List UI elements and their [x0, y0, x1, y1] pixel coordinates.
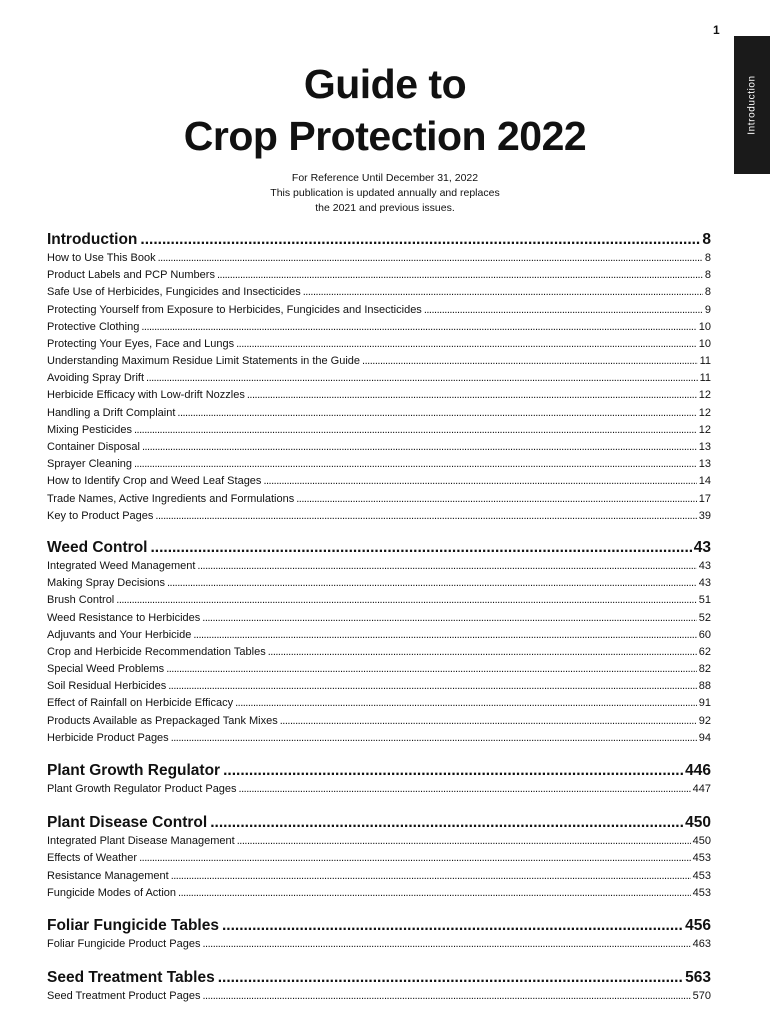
dot-leader [236, 336, 697, 353]
subtitle [0, 171, 770, 216]
dot-leader [193, 627, 696, 644]
toc-entry-page: 10 [698, 320, 711, 333]
dot-leader [134, 456, 697, 473]
toc-entry[interactable] [47, 439, 711, 456]
toc-section-heading[interactable] [47, 915, 711, 936]
toc-entry-label: How to Identify Crop and Weed Leaf Stages [47, 475, 262, 488]
toc-entry-page: 570 [692, 990, 711, 1003]
toc-entry-page: 447 [692, 783, 711, 796]
toc-entry[interactable] [47, 696, 711, 713]
toc-entry-page: 9 [704, 303, 711, 316]
toc-entry[interactable] [47, 473, 711, 490]
toc-entry-page: 453 [692, 869, 711, 882]
toc-entry[interactable] [47, 250, 711, 267]
toc-entry-page: 88 [698, 680, 711, 693]
toc-entry-label: Handling a Drift Complaint [47, 406, 176, 419]
toc-entry[interactable] [47, 988, 711, 1005]
toc-entry-page: 11 [699, 372, 711, 385]
dot-leader [202, 936, 690, 953]
dot-leader [303, 284, 703, 301]
toc-entry-page: 60 [698, 628, 711, 641]
toc-entry-label: Effects of Weather [47, 852, 138, 865]
dot-leader [171, 730, 697, 747]
toc-entry-page: 13 [698, 458, 711, 471]
dot-leader [237, 833, 691, 850]
dot-leader [166, 661, 697, 678]
dot-leader [235, 695, 697, 712]
toc-entry[interactable] [47, 678, 711, 695]
toc-entry-label: Protecting Yourself from Exposure to Herbicides, Fungicides and Insecticides [47, 303, 422, 316]
toc-section-heading[interactable] [47, 967, 711, 988]
toc-section-foliar [47, 915, 711, 953]
dot-leader [197, 558, 696, 575]
dot-leader [263, 473, 696, 490]
toc-entry-page: 14 [698, 475, 711, 488]
toc-entry[interactable] [47, 319, 711, 336]
toc-heading-page: 456 [685, 917, 711, 934]
toc-entry-label: Protective Clothing [47, 320, 140, 333]
dot-leader [134, 422, 697, 439]
toc-entry[interactable] [47, 558, 711, 575]
dot-leader [168, 678, 697, 695]
toc-entry-label: Avoiding Spray Drift [47, 372, 145, 385]
toc-entry-label: Resistance Management [47, 869, 169, 882]
toc-entry-label: Herbicide Product Pages [47, 731, 169, 744]
dot-leader [280, 713, 697, 730]
toc-entry-label: Adjuvants and Your Herbicide [47, 628, 192, 641]
toc-entry[interactable] [47, 885, 711, 902]
toc-heading-label: Plant Disease Control [47, 814, 208, 832]
toc-entry-label: Plant Growth Regulator Product Pages [47, 783, 237, 796]
toc-entry-page: 94 [698, 731, 711, 744]
dot-leader [222, 915, 683, 936]
toc-entry-page: 11 [699, 355, 711, 368]
dot-leader [158, 250, 703, 267]
dot-leader [155, 508, 696, 525]
toc-entry[interactable] [47, 781, 711, 798]
toc-section-weed-control [47, 537, 711, 747]
dot-leader [223, 760, 683, 781]
toc-entry-label: Making Spray Decisions [47, 577, 165, 590]
dot-leader [217, 267, 703, 284]
toc-entry-label: Container Disposal [47, 441, 140, 454]
toc-heading-page: 450 [685, 814, 711, 832]
toc-entry-label: Foliar Fungicide Product Pages [47, 937, 201, 950]
toc-heading-page: 446 [685, 762, 711, 780]
toc-entry-label: Understanding Maximum Residue Limit Statements in the Guide [47, 355, 361, 368]
subtitle-line-2: This publication is updated annually and replaces [270, 187, 500, 199]
page-number: 1 [713, 23, 720, 37]
toc-entry[interactable] [47, 405, 711, 422]
toc-section-plant-disease [47, 812, 711, 902]
toc-entry[interactable] [47, 370, 711, 387]
table-of-contents [47, 229, 711, 1013]
toc-section-heading[interactable] [47, 760, 711, 781]
toc-entry-page: 463 [692, 937, 711, 950]
dot-leader [247, 387, 697, 404]
toc-entry-label: Trade Names, Active Ingredients and Formulations [47, 492, 295, 505]
toc-entry[interactable] [47, 267, 711, 284]
toc-entry-label: Effect of Rainfall on Herbicide Efficacy [47, 697, 234, 710]
toc-heading-label: Introduction [47, 231, 138, 248]
toc-entry[interactable] [47, 868, 711, 885]
toc-entry-page: 51 [698, 594, 711, 607]
toc-entry-label: Sprayer Cleaning [47, 458, 132, 471]
toc-entry-label: Products Available as Prepackaged Tank Mixes [47, 714, 278, 727]
dot-leader [178, 885, 691, 902]
toc-entry-label: Soil Residual Herbicides [47, 680, 167, 693]
toc-entry[interactable] [47, 284, 711, 301]
toc-entry[interactable] [47, 302, 711, 319]
toc-entry-page: 13 [698, 441, 711, 454]
toc-entry-page: 82 [698, 663, 711, 676]
toc-entry[interactable] [47, 491, 711, 508]
toc-entry-page: 10 [698, 337, 711, 350]
toc-entry-label: Integrated Weed Management [47, 559, 196, 572]
dot-leader [202, 988, 690, 1005]
dot-leader [171, 868, 691, 885]
dot-leader [202, 610, 696, 627]
toc-entry-label: Integrated Plant Disease Management [47, 835, 235, 848]
dot-leader [142, 439, 697, 456]
toc-entry[interactable] [47, 508, 711, 525]
toc-entry-page: 453 [692, 852, 711, 865]
toc-entry-label: Weed Resistance to Herbicides [47, 611, 201, 624]
dot-leader [177, 405, 696, 422]
toc-entry[interactable] [47, 422, 711, 439]
toc-entry-page: 453 [692, 886, 711, 899]
dot-leader [141, 319, 696, 336]
toc-entry-label: Seed Treatment Product Pages [47, 990, 201, 1003]
dot-leader [268, 644, 697, 661]
toc-heading-page: 563 [685, 969, 711, 987]
toc-entry-label: Safe Use of Herbicides, Fungicides and Insecticides [47, 286, 301, 299]
toc-heading-page: 8 [702, 231, 711, 248]
dot-leader [150, 537, 691, 558]
toc-entry-page: 52 [698, 611, 711, 624]
toc-entry-label: Crop and Herbicide Recommendation Tables [47, 645, 266, 658]
toc-entry[interactable] [47, 336, 711, 353]
dot-leader [218, 967, 683, 988]
title-line-2: Crop Protection 2022 [183, 113, 587, 159]
toc-entry[interactable] [47, 456, 711, 473]
toc-entry-page: 17 [698, 492, 711, 505]
toc-entry-label: Herbicide Efficacy with Low-drift Nozzles [47, 389, 245, 402]
toc-entry-page: 450 [692, 835, 711, 848]
dot-leader [167, 575, 697, 592]
dot-leader [239, 781, 691, 798]
toc-section-plant-growth [47, 760, 711, 798]
toc-entry[interactable] [47, 661, 711, 678]
toc-entry-page: 12 [698, 389, 711, 402]
toc-entry[interactable] [47, 730, 711, 747]
document-title [0, 58, 770, 162]
toc-entry[interactable] [47, 850, 711, 867]
dot-leader [424, 302, 703, 319]
dot-leader [362, 353, 698, 370]
toc-entry[interactable] [47, 833, 711, 850]
dot-leader [210, 812, 683, 833]
toc-entry[interactable] [47, 627, 711, 644]
dot-leader [116, 592, 696, 609]
toc-entry-page: 92 [698, 714, 711, 727]
toc-entry[interactable] [47, 592, 711, 609]
toc-entry-page: 12 [698, 423, 711, 436]
toc-entry-label: Product Labels and PCP Numbers [47, 269, 215, 282]
toc-entry-label: Protecting Your Eyes, Face and Lungs [47, 337, 235, 350]
dot-leader [140, 229, 700, 250]
toc-entry-label: Mixing Pesticides [47, 423, 132, 436]
toc-heading-label: Weed Control [47, 539, 148, 556]
title-line-1: Guide to [303, 61, 467, 107]
subtitle-line-3: the 2021 and previous issues. [315, 202, 455, 214]
toc-entry-label: Key to Product Pages [47, 509, 154, 522]
toc-heading-page: 43 [693, 539, 711, 556]
toc-section-heading[interactable] [47, 537, 711, 558]
toc-entry-page: 39 [698, 509, 711, 522]
dot-leader [139, 850, 691, 867]
toc-entry[interactable] [47, 713, 711, 730]
side-tab-label: Introduction [746, 75, 758, 135]
toc-heading-label: Plant Growth Regulator [47, 762, 221, 780]
toc-entry[interactable] [47, 388, 711, 405]
toc-entry-page: 12 [698, 406, 711, 419]
toc-entry-label: Brush Control [47, 594, 115, 607]
toc-section-seed [47, 967, 711, 1005]
toc-entry-label: How to Use This Book [47, 251, 156, 264]
toc-entry-page: 8 [704, 269, 711, 282]
toc-entry-page: 43 [698, 577, 711, 590]
toc-entry-page: 62 [698, 645, 711, 658]
subtitle-line-1: For Reference Until December 31, 2022 [291, 172, 479, 184]
toc-entry[interactable] [47, 353, 711, 370]
toc-section-heading[interactable] [47, 229, 711, 250]
toc-entry-page: 43 [698, 559, 711, 572]
dot-leader [146, 370, 698, 387]
toc-entry[interactable] [47, 936, 711, 953]
toc-entry-page: 91 [698, 697, 711, 710]
dot-leader [296, 491, 697, 508]
toc-entry[interactable] [47, 575, 711, 592]
toc-heading-label: Seed Treatment Tables [47, 969, 215, 987]
toc-entry-page: 8 [704, 251, 711, 264]
toc-section-introduction [47, 229, 711, 525]
toc-heading-label: Foliar Fungicide Tables [47, 917, 219, 934]
toc-entry[interactable] [47, 610, 711, 627]
toc-entry-label: Fungicide Modes of Action [47, 886, 177, 899]
toc-section-heading[interactable] [47, 812, 711, 833]
toc-entry-page: 8 [704, 286, 711, 299]
toc-entry-label: Special Weed Problems [47, 663, 165, 676]
toc-entry[interactable] [47, 644, 711, 661]
